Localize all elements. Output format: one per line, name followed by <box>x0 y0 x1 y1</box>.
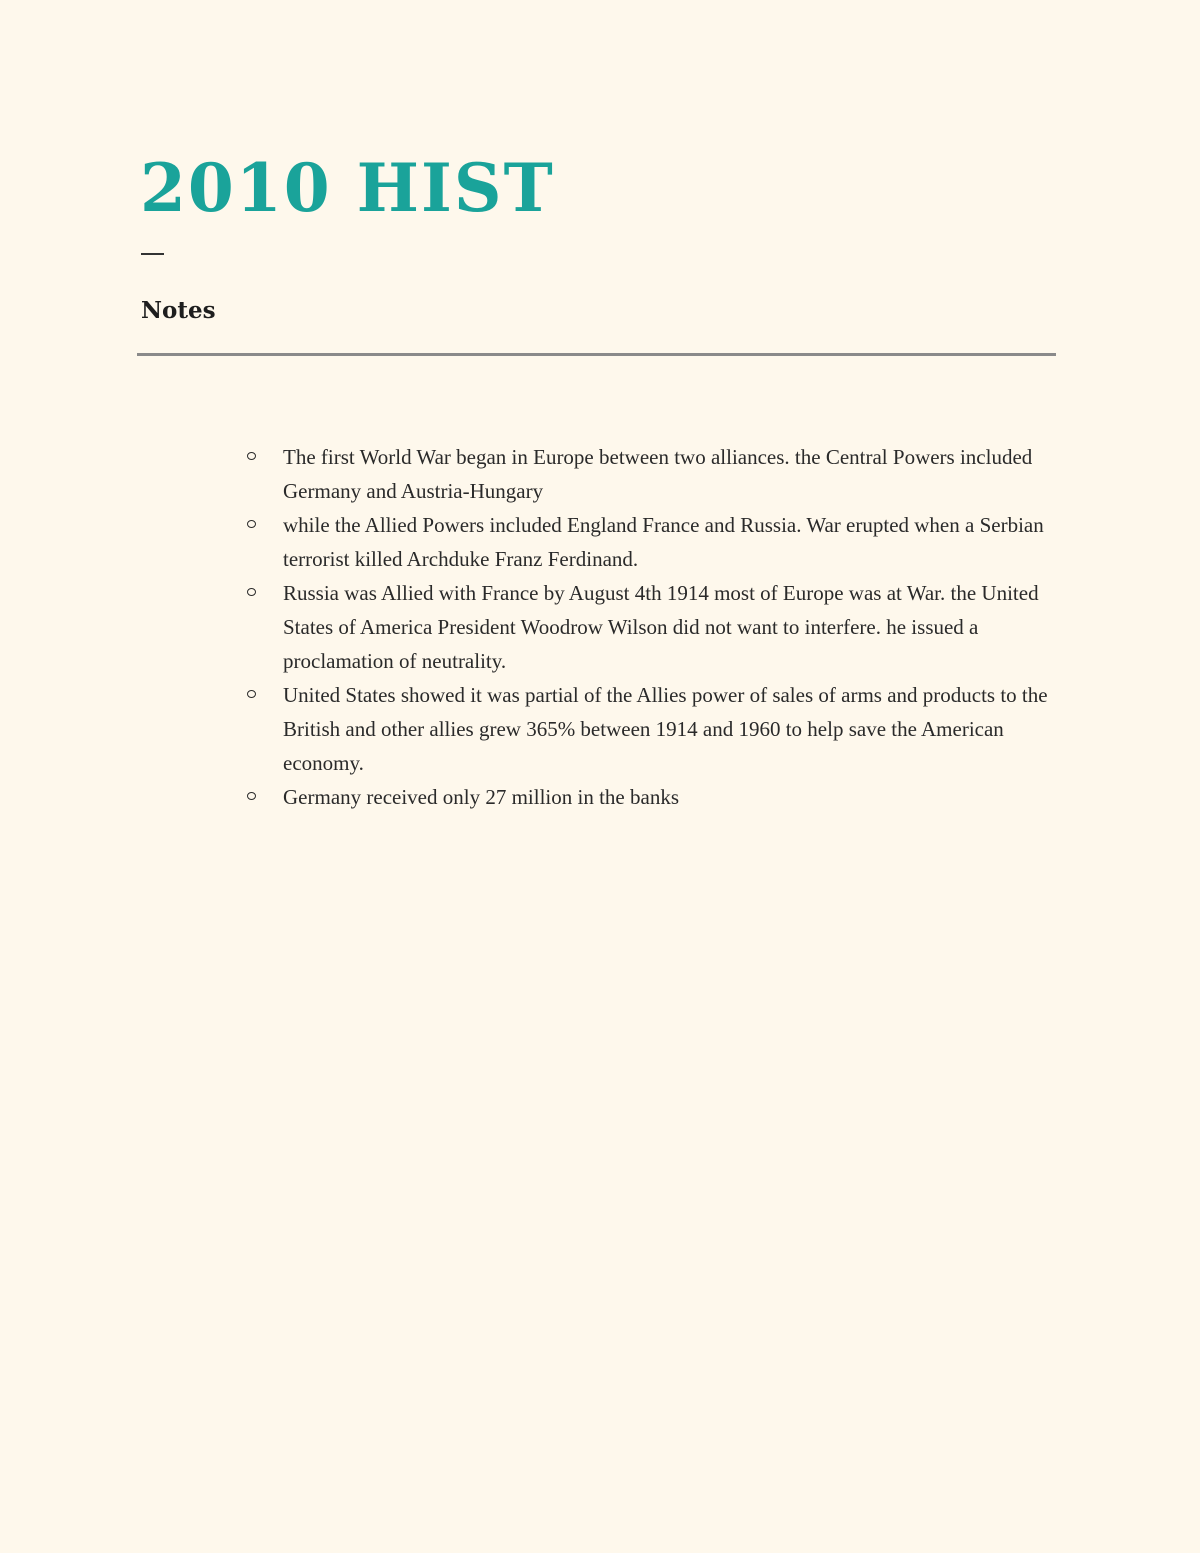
horizontal-rule <box>137 353 1056 356</box>
list-item <box>283 780 1073 814</box>
list-item <box>283 678 1073 780</box>
section-subtitle: Notes <box>141 297 216 324</box>
circle-bullet-icon <box>247 588 256 596</box>
circle-bullet-icon <box>247 690 256 698</box>
circle-bullet-icon <box>247 520 256 528</box>
list-item-text: while the Allied Powers included England France and Russia. War erupted when a Serbian terrorist killed Archduke Franz Ferdinand. <box>283 513 1044 571</box>
list-item-text: The first World War began in Europe between two alliances. the Central Powers included Germany and Austria-Hungary <box>283 445 1033 503</box>
list-item <box>283 440 1073 508</box>
list-item <box>283 576 1073 678</box>
circle-bullet-icon <box>247 792 256 800</box>
list-item-text: Russia was Allied with France by August 4th 1914 most of Europe was at War. the United States of America President Woodrow Wilson did not want to interfere. he issued a proclamation of neutrality. <box>283 581 1039 673</box>
circle-bullet-icon <box>247 452 256 460</box>
document-title: 2010 HIST <box>140 149 555 227</box>
title-dash-divider <box>141 253 164 255</box>
notes-list <box>283 440 1073 814</box>
list-item-text: United States showed it was partial of the Allies power of sales of arms and products to the British and other allies grew 365% between 1914 and 1960 to help save the American economy. <box>283 683 1048 775</box>
list-item <box>283 508 1073 576</box>
list-item-text: Germany received only 27 million in the banks <box>283 785 679 809</box>
